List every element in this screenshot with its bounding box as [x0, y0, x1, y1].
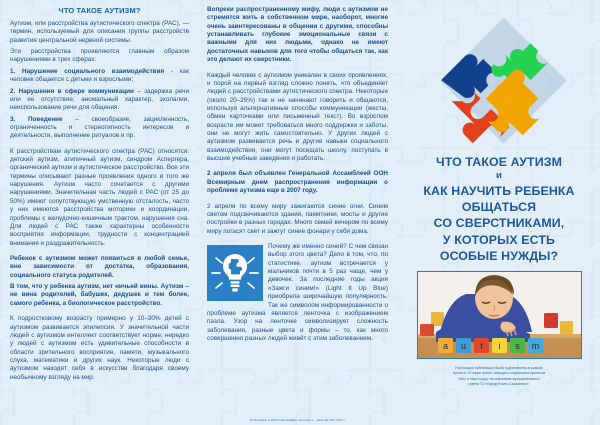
cover-title-line-2: и [496, 170, 502, 182]
paragraph-spectrum-disorders: К расстройствам аутистического спектра (РАС) относятся: детский аутизм, атипичный аутизм, синдром Аспергера, органический аутизм и аутистическое расстройство. Все эти термины описывают разные проявления одного и того же нарушения. Аутизм часто сочетается с другими нарушениями. Значительная часть людей с РАС (от 25 до 50%) имеют сопутствующую умственную отсталость, часто у них имеются расстройства моторики и координации, проблемы с желудочно-кишечным трактом, нарушения сна. Для людей с РАС также характерны особенности восприятия информации, трудности с концентрацией внимания и раздражительность. [10, 147, 189, 247]
list-item-social-interaction-text: - как человек общается с детьми и взрослыми; [10, 67, 189, 84]
cover-title-line-6: У КОТОРЫХ ЕСТЬ [442, 232, 556, 247]
boy-with-autism-blocks-photo [417, 271, 582, 359]
paragraph-april-2-un: 2 апреля был объявлен Генеральной Ассамблеей ООН Всемирным днем распространения информации о проблеме аутизма еще в 2007 году. [207, 170, 388, 195]
svg-text:a: a [442, 341, 448, 352]
list-item-behaviour [10, 116, 189, 141]
list-item-social-interaction [10, 68, 189, 85]
paragraph-myth: Вопреки распространенному мифу, люди с аутизмом не стремятся жить в собственном мире, наоборот, многие очень заинтересованы в общении с другими, способны устанавливать глубокие эмоциональные связи с важными для них людьми, однако не имеют достаточных навыков для того чтобы общаться так, как это делают их сверстники. [207, 6, 388, 64]
project-credit-line-2: проекта «Стирая грани» конкурса социальных проектов [452, 371, 546, 376]
panel-myths-and-blue-day [198, 0, 398, 425]
cover-title-line-5: СО СВЕРСТНИКАМИ, [433, 216, 565, 231]
list-item-communication-label: 2. Нарушения в сфере коммуникации [10, 87, 134, 95]
svg-text:i: i [498, 341, 500, 352]
paragraph-epilepsy-abilities: К подростковому возрасту примерно у 10–30% детей с аутизмом развивается эпилепсия. У значительной части людей с аутизмом интеллект соответствует норме, нередко у людей с аутизмом есть удивительные способности в области зрительного восприятия, памяти, музыкального слуха, математики и других наук. Некоторые люди с аутизмом находят себя в искусстве благодаря своему необычному взгляду на мир. [10, 315, 189, 381]
list-item-social-interaction-label: 1. Нарушение социального взаимодействия [10, 67, 165, 75]
paragraph-why-blue: Почему же именно синий? С чем связан выбор этого цвета? Дело в том, что, по статистике, аутизм встречается у мальчиков почти в 5 раз чаще, чем у девочек. За последние годы акция «Зажги синим!» (Light It Up Blue) приобрела широчайшую популярность. Так же символом информированности о проблеме аутизма является ленточка с изображением пазла. Узор на ленточке символизирует сложность заболевания, разные цвета и формы – то, как много совершенно разных людей живёт с этим заболеванием. [207, 242, 388, 342]
cover-title-line-1: ЧТО ТАКОЕ АУТИЗМ [435, 155, 563, 169]
print-credit: Отпечатано в ООО Типография «Колорит» , заказ № 155, 2017 г. [249, 418, 347, 422]
svg-text:m: m [531, 341, 539, 352]
lightbulb-puzzle-icon [207, 245, 263, 301]
panel-cover [398, 0, 600, 425]
paragraph-definition: Аутизм, или расстройства аутистического спектра (РАС), — термин, используемый для описания группы расстройств развития центральной нервной системы. [10, 20, 189, 44]
svg-text:t: t [479, 341, 483, 352]
paragraph-blue-lights: 2 апреля по всему миру зажигаются синие огни. Синим светом подсвечиваются здания, памятники, мосты и другие постройки в разных городах. Много семей вечером по всему миру погасят свет и зажгут синие фонари у себя дома. [207, 202, 388, 235]
cover-title-line-7: ОСОБЫЕ НУЖДЫ? [439, 248, 559, 263]
list-item-behaviour-text: – своеобразие, зацикленность, ограниченность и стереотипность интересов и деятельности, выполнение ритуалов и пр. [10, 115, 189, 140]
project-credit-line-3: «Мы и наш город» на соискание муниципального [458, 376, 540, 381]
paragraph-unique: Каждый человек с аутизмом уникален в своих проявлениях, и порой на первый взгляд сложно понять, что объединяет людей с расстройствами аутистического спектра. Некоторые (около 20–25%) так и не начинают говорить и общаются, используя альтернативные способы коммуникации (жесты, обмен карточками или письменный текст). Во взрослом возрасте им может требоваться много поддержки и заботы, они не могут жить самостоятельно. У других людей с аутизмом развивается речь и другие навыки социального взаимодействия, они могут посещать школу, поступать в высшие учебные заведения и работать. [207, 71, 388, 163]
project-credit-line-1: Настоящая публикация была подготовлена в рамках [455, 366, 543, 371]
svg-text:u: u [460, 341, 466, 352]
cover-title-line-4: ОБЩАТЬСЯ [461, 200, 537, 215]
paragraph-three-spheres-intro: Эти расстройства проявляются главным образом нарушениями в трех сферах: [10, 48, 189, 64]
lightbulb-figure [207, 245, 263, 301]
paragraph-any-family: Ребенок с аутизмом может появиться в любой семье, вне зависимости от достатка, образования, социального статуса родителей. [10, 254, 189, 279]
panel-heading: ЧТО ТАКОЕ АУТИЗМ? [58, 6, 141, 15]
cover-title-line-3: КАК НАУЧИТЬ РЕБЕНКА [423, 183, 575, 198]
project-credit [406, 366, 592, 387]
paragraph-no-blame: В том, что у ребенка аутизм, нет ничьей вины. Аутизм – не вина родителей, бабушек, дедушек и тем более, самого ребенка, а биологическое расстройство. [10, 283, 189, 307]
autism-puzzle-logo [406, 6, 592, 156]
list-item-behaviour-label: 3. Поведение [10, 115, 63, 123]
cover-title [406, 154, 592, 264]
svg-text:s: s [514, 341, 520, 352]
panel-what-is-autism [0, 0, 198, 425]
list-item-communication [10, 88, 189, 113]
project-credit-line-4: гранта ГО «Город Южно-Сахалинск». [468, 382, 530, 386]
list-item-communication-text: – задержка речи или ее отсутствие, аномальный характер, эхолалии, неиспользование речи для общения. [10, 87, 190, 112]
